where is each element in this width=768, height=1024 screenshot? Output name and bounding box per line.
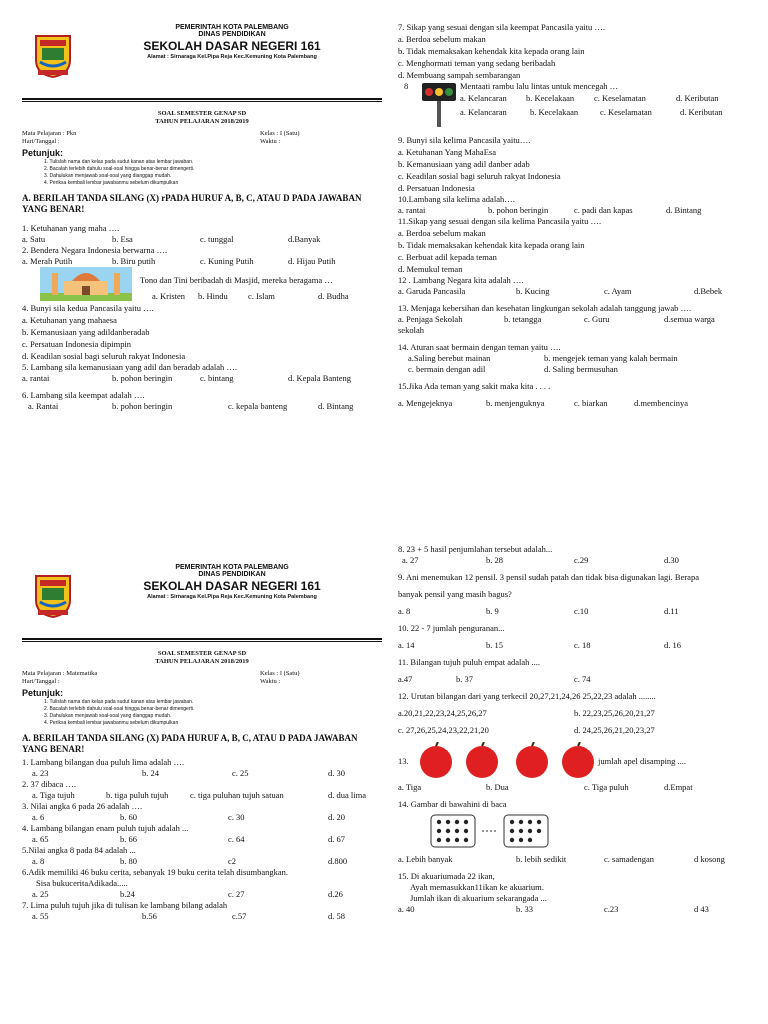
option: c. kepala banteng	[228, 401, 288, 411]
option: a. Satu	[22, 234, 46, 244]
option: c. 27	[228, 889, 245, 899]
option: c. bermain dengan adil	[408, 364, 486, 374]
option: d. 67	[328, 834, 345, 844]
option: a. Merah Putih	[22, 256, 73, 266]
school-address: Alamat : Sirnaraga Kel.Pipa Reja Kec.Kemuning Kota Palembang	[147, 54, 317, 60]
question-2-options	[22, 790, 382, 801]
question-9-options	[398, 146, 758, 194]
question-3-options	[22, 812, 382, 823]
instruction-item: 2. Bacalah terlebih dahulu soal-soal hingga benar-benar dimengerti.	[44, 166, 195, 172]
option: b. Tidak memaksakan kehendak kita kepada orang lain	[398, 46, 585, 56]
option: c. Islam	[248, 291, 275, 301]
option: d.11	[664, 606, 679, 616]
question-12-options-row-1	[398, 708, 758, 719]
city-crest-icon	[34, 570, 72, 618]
question-9-continued: banyak pensil yang masih bagus?	[398, 589, 512, 599]
question-13	[398, 742, 758, 782]
question-8-text: Mentaati rambu lalu lintas untuk mencegah …	[460, 81, 619, 91]
instruction-item: 1. Tulislah nama dan kelas pada sudut kanan atas lembar jawaban.	[44, 159, 194, 165]
question-3-text: Tono dan Tini beribadah di Masjid, mereka beragama …	[140, 275, 333, 285]
option: b. pohon beringin	[488, 205, 549, 215]
option: a. Berdoa sebelum makan	[398, 228, 486, 238]
instruction-item: 3. Dahulukan menjawab soal-soal yang dianggap mudah.	[44, 173, 172, 179]
option: a. Garuda Pancasila	[398, 286, 466, 296]
question-10: 10.Lambang sila kelima adalah….	[398, 194, 515, 204]
header-line-2: DINAS PENDIDIKAN	[198, 571, 266, 578]
option: d.Empat	[664, 782, 693, 792]
dice-comparison-icon	[430, 814, 550, 848]
question-13-number: 13.	[398, 756, 409, 766]
option: d. Persatuan Indonesia	[398, 183, 475, 193]
option: d.30	[664, 555, 679, 565]
instructions-list	[44, 699, 382, 727]
question-2: 2. Bendera Negara Indonesia berwarna ….	[22, 245, 168, 255]
question-6: 6. Lambang sila keempat adalah ….	[22, 390, 145, 400]
option: c2	[228, 856, 237, 866]
pkn-left-column	[22, 20, 382, 412]
option: b. pohon beringin	[112, 401, 173, 411]
question-6-options	[22, 401, 382, 412]
instruction-item: 1. Tulislah nama dan kelas pada sudut kanan atas lembar jawaban.	[44, 699, 194, 705]
option: c. padi dan kapas	[574, 205, 633, 215]
apples-icon	[416, 742, 596, 780]
option: d kosong	[694, 854, 725, 864]
option: a. 14	[398, 640, 415, 650]
exam-title-1: SOAL SEMESTER GENAP SD	[157, 650, 247, 657]
option: a. Ketuhanan Yang MahaEsa	[398, 147, 496, 157]
question-1: 1. Ketuhanan yang maha ….	[22, 223, 120, 233]
option: c.57	[232, 911, 247, 921]
question-14-options-row-1	[398, 353, 758, 364]
question-10-options	[398, 640, 758, 651]
question-15: 15. Di akuariumada 22 ikan,	[398, 871, 495, 881]
question-14: 14. Aturan saat bermain dengan teman yaitu ….	[398, 342, 561, 352]
question-7: 7. Sikap yang sesuai dengan sila keempat Pancasila yaitu ….	[398, 22, 606, 32]
option: c.29	[574, 555, 589, 565]
option: d. Membuang sampah sembarangan	[398, 70, 521, 80]
option: a. rantai	[22, 373, 50, 383]
question-11-options	[398, 674, 758, 685]
option: d. Budha	[318, 291, 349, 301]
question-7: 7. Lima puluh tujuh jika di tulisan ke lambang bilang adalah	[22, 900, 228, 910]
date-field: Hari/Tanggal :	[22, 138, 60, 145]
question-13: 13. Menjaga kebersihan dan kesehatan lingkungan sekolah adalah tanggung jawab ….	[398, 303, 692, 313]
question-4: 4. Lambang bilangan enam puluh tujuh adalah ...	[22, 823, 189, 833]
option: a.47	[398, 674, 413, 684]
header-line-1: PEMERINTAH KOTA PALEMBANG	[175, 24, 289, 31]
math-page	[0, 540, 768, 1024]
question-6: 6.Adik memiliki 46 buku cerita, sebanyak 19 buku cerita telah disumbangkan.	[22, 867, 289, 877]
option: d. 30	[328, 768, 345, 778]
option: a.20,21,22,23,24,25,26,27	[398, 708, 487, 718]
option: d.semua warga	[664, 314, 715, 324]
option: a. Penjaga Sekolah	[398, 314, 463, 324]
math-right-column	[398, 544, 758, 915]
subject-field: Mata Pelajaran : Matematika	[22, 670, 98, 677]
option: b. 28	[486, 555, 503, 565]
option: b.24	[120, 889, 135, 899]
question-2: 2. 37 dibaca ….	[22, 779, 77, 789]
section-heading: A. BERILAH TANDA SILANG (X) PADA HURUF A, B, C, ATAU D PADA JAWABAN YANG BENAR!	[22, 733, 358, 754]
question-5-options	[22, 373, 382, 384]
instruction-item: 3. Dahulukan menjawab soal-soal yang dianggap mudah.	[44, 713, 172, 719]
option: d. Bintang	[318, 401, 354, 411]
option: b. 66	[120, 834, 137, 844]
question-12: 12 . Lambang Negara kita adalah ….	[398, 275, 524, 285]
option: a. 40	[398, 904, 415, 914]
option: b. 22,23,25,26,20,21,27	[574, 708, 655, 718]
option: c. 18	[574, 640, 591, 650]
question-15-line-3: Jumlah ikan di akuarium sekarangada ...	[410, 893, 547, 903]
option: a. Kelancaran	[460, 107, 507, 117]
letterhead	[22, 20, 382, 96]
header-divider	[22, 98, 382, 102]
option: d. 16	[664, 640, 681, 650]
option: d.26	[328, 889, 343, 899]
option: b. tetangga	[504, 314, 542, 324]
question-1-options	[22, 234, 382, 245]
option: d. Memukul teman	[398, 264, 463, 274]
question-10: 10. 22 - 7 jumlah penguranan...	[398, 623, 505, 633]
option: b. Kecelakaan	[526, 93, 575, 103]
option: b. mengejek teman yang kalah bermain	[544, 353, 678, 363]
option: d.800	[328, 856, 348, 866]
option: a. Berdoa sebelum makan	[398, 34, 486, 44]
option: a. Tiga tujuh	[32, 790, 75, 800]
option: a. rantai	[398, 205, 426, 215]
option: d. Saling bermusuhan	[544, 364, 618, 374]
option: c. Keselamatan	[600, 107, 652, 117]
time-field: Waktu :	[260, 138, 281, 145]
school-name: SEKOLAH DASAR NEGERI 161	[143, 39, 321, 53]
option: c. 30	[228, 812, 245, 822]
option: a. Lebih banyak	[398, 854, 453, 864]
option: b. menjenguknya	[486, 398, 545, 408]
question-9: 9. Ani menemukan 12 pensil. 3 pensil sudah patah dan tidak bisa digunakan lagi. Berapa	[398, 572, 699, 582]
instructions-label: Petunjuk:	[22, 148, 64, 158]
option: c. Tiga puluh	[584, 782, 629, 792]
option: d. dua lima	[328, 790, 367, 800]
question-4-options	[22, 834, 382, 845]
option: c. 25	[232, 768, 249, 778]
option: a. Kristen	[152, 291, 186, 301]
option: c. 64	[228, 834, 245, 844]
question-4-options	[22, 314, 382, 362]
option: c. biarkan	[574, 398, 608, 408]
question-8: 8. 23 + 5 hasil penjumlahan tersebut adalah...	[398, 544, 553, 554]
question-3	[22, 267, 382, 303]
question-8-options	[398, 555, 758, 566]
question-5-options	[22, 856, 382, 867]
exam-title-2: TAHUN PELAJARAN 2018/2019	[155, 658, 249, 665]
question-4: 4. Bunyi sila kedua Pancasila yaitu ….	[22, 303, 154, 313]
question-13-continued: sekolah	[398, 325, 424, 335]
question-15-options	[398, 398, 758, 409]
time-field: Waktu :	[260, 678, 281, 685]
option: b.56	[142, 911, 157, 921]
option: c. Kuning Putih	[200, 256, 254, 266]
question-7-options	[22, 911, 382, 922]
question-15: 15.Jika Ada teman yang sakit maka kita . . . .	[398, 381, 551, 391]
exam-title-1: SOAL SEMESTER GENAP SD	[157, 110, 247, 117]
option: a. 23	[32, 768, 49, 778]
option: c. bintang	[200, 373, 234, 383]
math-left-column	[22, 560, 382, 922]
option: c. Guru	[584, 314, 610, 324]
option: d.Bebek	[694, 286, 723, 296]
option: b. 9	[486, 606, 499, 616]
option: c.23	[604, 904, 619, 914]
option: a. Mengejeknya	[398, 398, 453, 408]
option: a. 8	[398, 606, 411, 616]
option: d. 58	[328, 911, 345, 921]
question-8-number: 8	[404, 81, 409, 91]
option: a. 27	[402, 555, 419, 565]
option: c. samadengan	[604, 854, 655, 864]
option: c. Keselamatan	[594, 93, 646, 103]
option: c. Berbuat adil kepada teman	[398, 252, 497, 262]
header-divider	[22, 638, 382, 642]
date-field: Hari/Tanggal :	[22, 678, 60, 685]
instruction-item: 4. Periksa kembali lembar jawabanmu sebelum dikumpulkan	[44, 180, 179, 186]
option: a. Rantai	[28, 401, 59, 411]
question-6-continued: Sisa bukuceritaAdikada.....	[36, 878, 128, 888]
header-line-2: DINAS PENDIDIKAN	[198, 31, 266, 38]
question-11: 11.Sikap yang sesuai dengan sila kelima Pancasila yaitu ….	[398, 216, 602, 226]
question-11: 11. Bilangan tujuh puluh empat adalah ....	[398, 657, 541, 667]
option: b. pohon beringin	[112, 373, 173, 383]
option: b. 33	[516, 904, 533, 914]
question-8	[398, 81, 758, 129]
option: d. Keributan	[676, 93, 719, 103]
option: a. 65	[32, 834, 49, 844]
option: d.membencinya	[634, 398, 689, 408]
exam-meta	[22, 670, 382, 688]
instruction-item: 4. Periksa kembali lembar jawabanmu sebelum dikumpulkan	[44, 720, 179, 726]
question-14-options	[398, 854, 758, 865]
option: d. 20	[328, 812, 345, 822]
city-crest-icon	[34, 30, 72, 78]
option: b. Kemanusiaan yang adil danber adab	[398, 159, 530, 169]
option: a. 55	[32, 911, 49, 921]
option: c.10	[574, 606, 589, 616]
exam-title-2: TAHUN PELAJARAN 2018/2019	[155, 118, 249, 125]
class-field: Kelas : I (Satu)	[260, 130, 300, 137]
option: a. Kelancaran	[460, 93, 507, 103]
school-address: Alamat : Sirnaraga Kel.Pipa Reja Kec.Kemuning Kota Palembang	[147, 594, 317, 600]
pkn-right-column	[398, 22, 758, 409]
option: d. Keributan	[680, 107, 723, 117]
header-line-1: PEMERINTAH KOTA PALEMBANG	[175, 564, 289, 571]
option: c. Persatuan Indonesia dipimpin	[22, 339, 132, 349]
option: b. Dua	[486, 782, 509, 792]
question-14: 14. Gambar di bawahini di baca	[398, 799, 507, 809]
option: c. Keadilan sosial bagi seluruh rakyat Indonesia	[398, 171, 561, 181]
question-1-options	[22, 768, 382, 779]
question-11-options	[398, 227, 758, 275]
question-15-options	[398, 904, 758, 915]
option: a. 8	[32, 856, 45, 866]
question-13-options	[398, 782, 758, 793]
question-5: 5.Nilai angka 8 pada 84 adalah ...	[22, 845, 136, 855]
question-6-options	[22, 889, 382, 900]
question-13-text: jumlah apel disamping ....	[598, 756, 687, 766]
option: d. Bintang	[666, 205, 702, 215]
option: b. 37	[456, 674, 473, 684]
question-9: 9. Bunyi sila kelima Pancasila yaitu….	[398, 135, 531, 145]
instruction-item: 2. Bacalah terlebih dahulu soal-soal hingga benar-benar dimengerti.	[44, 706, 195, 712]
option: a.Saling berebut mainan	[408, 353, 491, 363]
subject-field: Mata Pelajaran : Pkn	[22, 130, 77, 137]
option: d. Keadilan sosial bagi seluruh rakyat Indonesia	[22, 351, 186, 361]
traffic-light-icon	[422, 83, 456, 127]
question-1: 1. Lambang bilangan dua puluh lima adalah ….	[22, 757, 185, 767]
option: b. tiga puluh tujuh	[106, 790, 169, 800]
option: d.Banyak	[288, 234, 321, 244]
option: b. 15	[486, 640, 503, 650]
option: b. Kucing	[516, 286, 550, 296]
question-12-options	[398, 286, 758, 297]
question-5: 5. Lambang sila kemanusiaan yang adil dan beradab adalah ….	[22, 362, 238, 372]
option: b. Hindu	[198, 291, 228, 301]
exam-meta	[22, 130, 382, 148]
option: b. Tidak memaksakan kehendak kita kepada orang lain	[398, 240, 585, 250]
option: c. tunggal	[200, 234, 234, 244]
option: b. 80	[120, 856, 137, 866]
option: a. 6	[32, 812, 45, 822]
instructions-label: Petunjuk:	[22, 688, 64, 698]
question-7-options	[398, 33, 758, 81]
option: d. 24,25,26,21,20,23,27	[574, 725, 655, 735]
question-15-line-2: Ayah memasukkan11ikan ke akuarium.	[410, 882, 544, 892]
option: a. 25	[32, 889, 49, 899]
option: a. Ketuhanan yang mahaesa	[22, 315, 117, 325]
question-13-options	[398, 314, 758, 325]
option: d. Kepala Banteng	[288, 373, 352, 383]
question-14-options-row-2	[398, 364, 758, 375]
option: c. Ayam	[604, 286, 632, 296]
option: c. 74	[574, 674, 591, 684]
option: d 43	[694, 904, 709, 914]
question-10-options	[398, 205, 758, 216]
option: c. 27,26,25,24,23,22,21,20	[398, 725, 489, 735]
question-14-figure	[398, 810, 758, 854]
option: b. 60	[120, 812, 137, 822]
option: b. Kecelakaan	[530, 107, 579, 117]
question-2-options	[22, 256, 382, 267]
question-9-options	[398, 606, 758, 617]
question-3: 3. Nilai angka 6 pada 26 adalah ….	[22, 801, 143, 811]
section-heading: A. BERILAH TANDA SILANG (X) rPADA HURUF A, B, C, ATAU D PADA JAWABAN YANG BENAR!	[22, 193, 362, 214]
option: b. Biru putih	[112, 256, 156, 266]
option: a. Tiga	[398, 782, 422, 792]
option: c. Menghormati teman yang sedang beribadah	[398, 58, 556, 68]
school-name: SEKOLAH DASAR NEGERI 161	[143, 579, 321, 593]
option: b. Kemanusiaan yang adildanberadab	[22, 327, 150, 337]
option: b. 24	[142, 768, 159, 778]
option: b. Esa	[112, 234, 133, 244]
option: b. lebih sedikit	[516, 854, 567, 864]
letterhead	[22, 560, 382, 636]
option: d. Hijau Putih	[288, 256, 336, 266]
question-12: 12. Urutan bilangan dari yang terkecil 20,27,21,24,26 25,22,23 adalah ........	[398, 691, 656, 701]
option: c. tiga puluhan tujuh satuan	[190, 790, 284, 800]
class-field: Kelas : I (Satu)	[260, 670, 300, 677]
instructions-list	[44, 159, 382, 187]
question-12-options-row-2	[398, 725, 758, 736]
